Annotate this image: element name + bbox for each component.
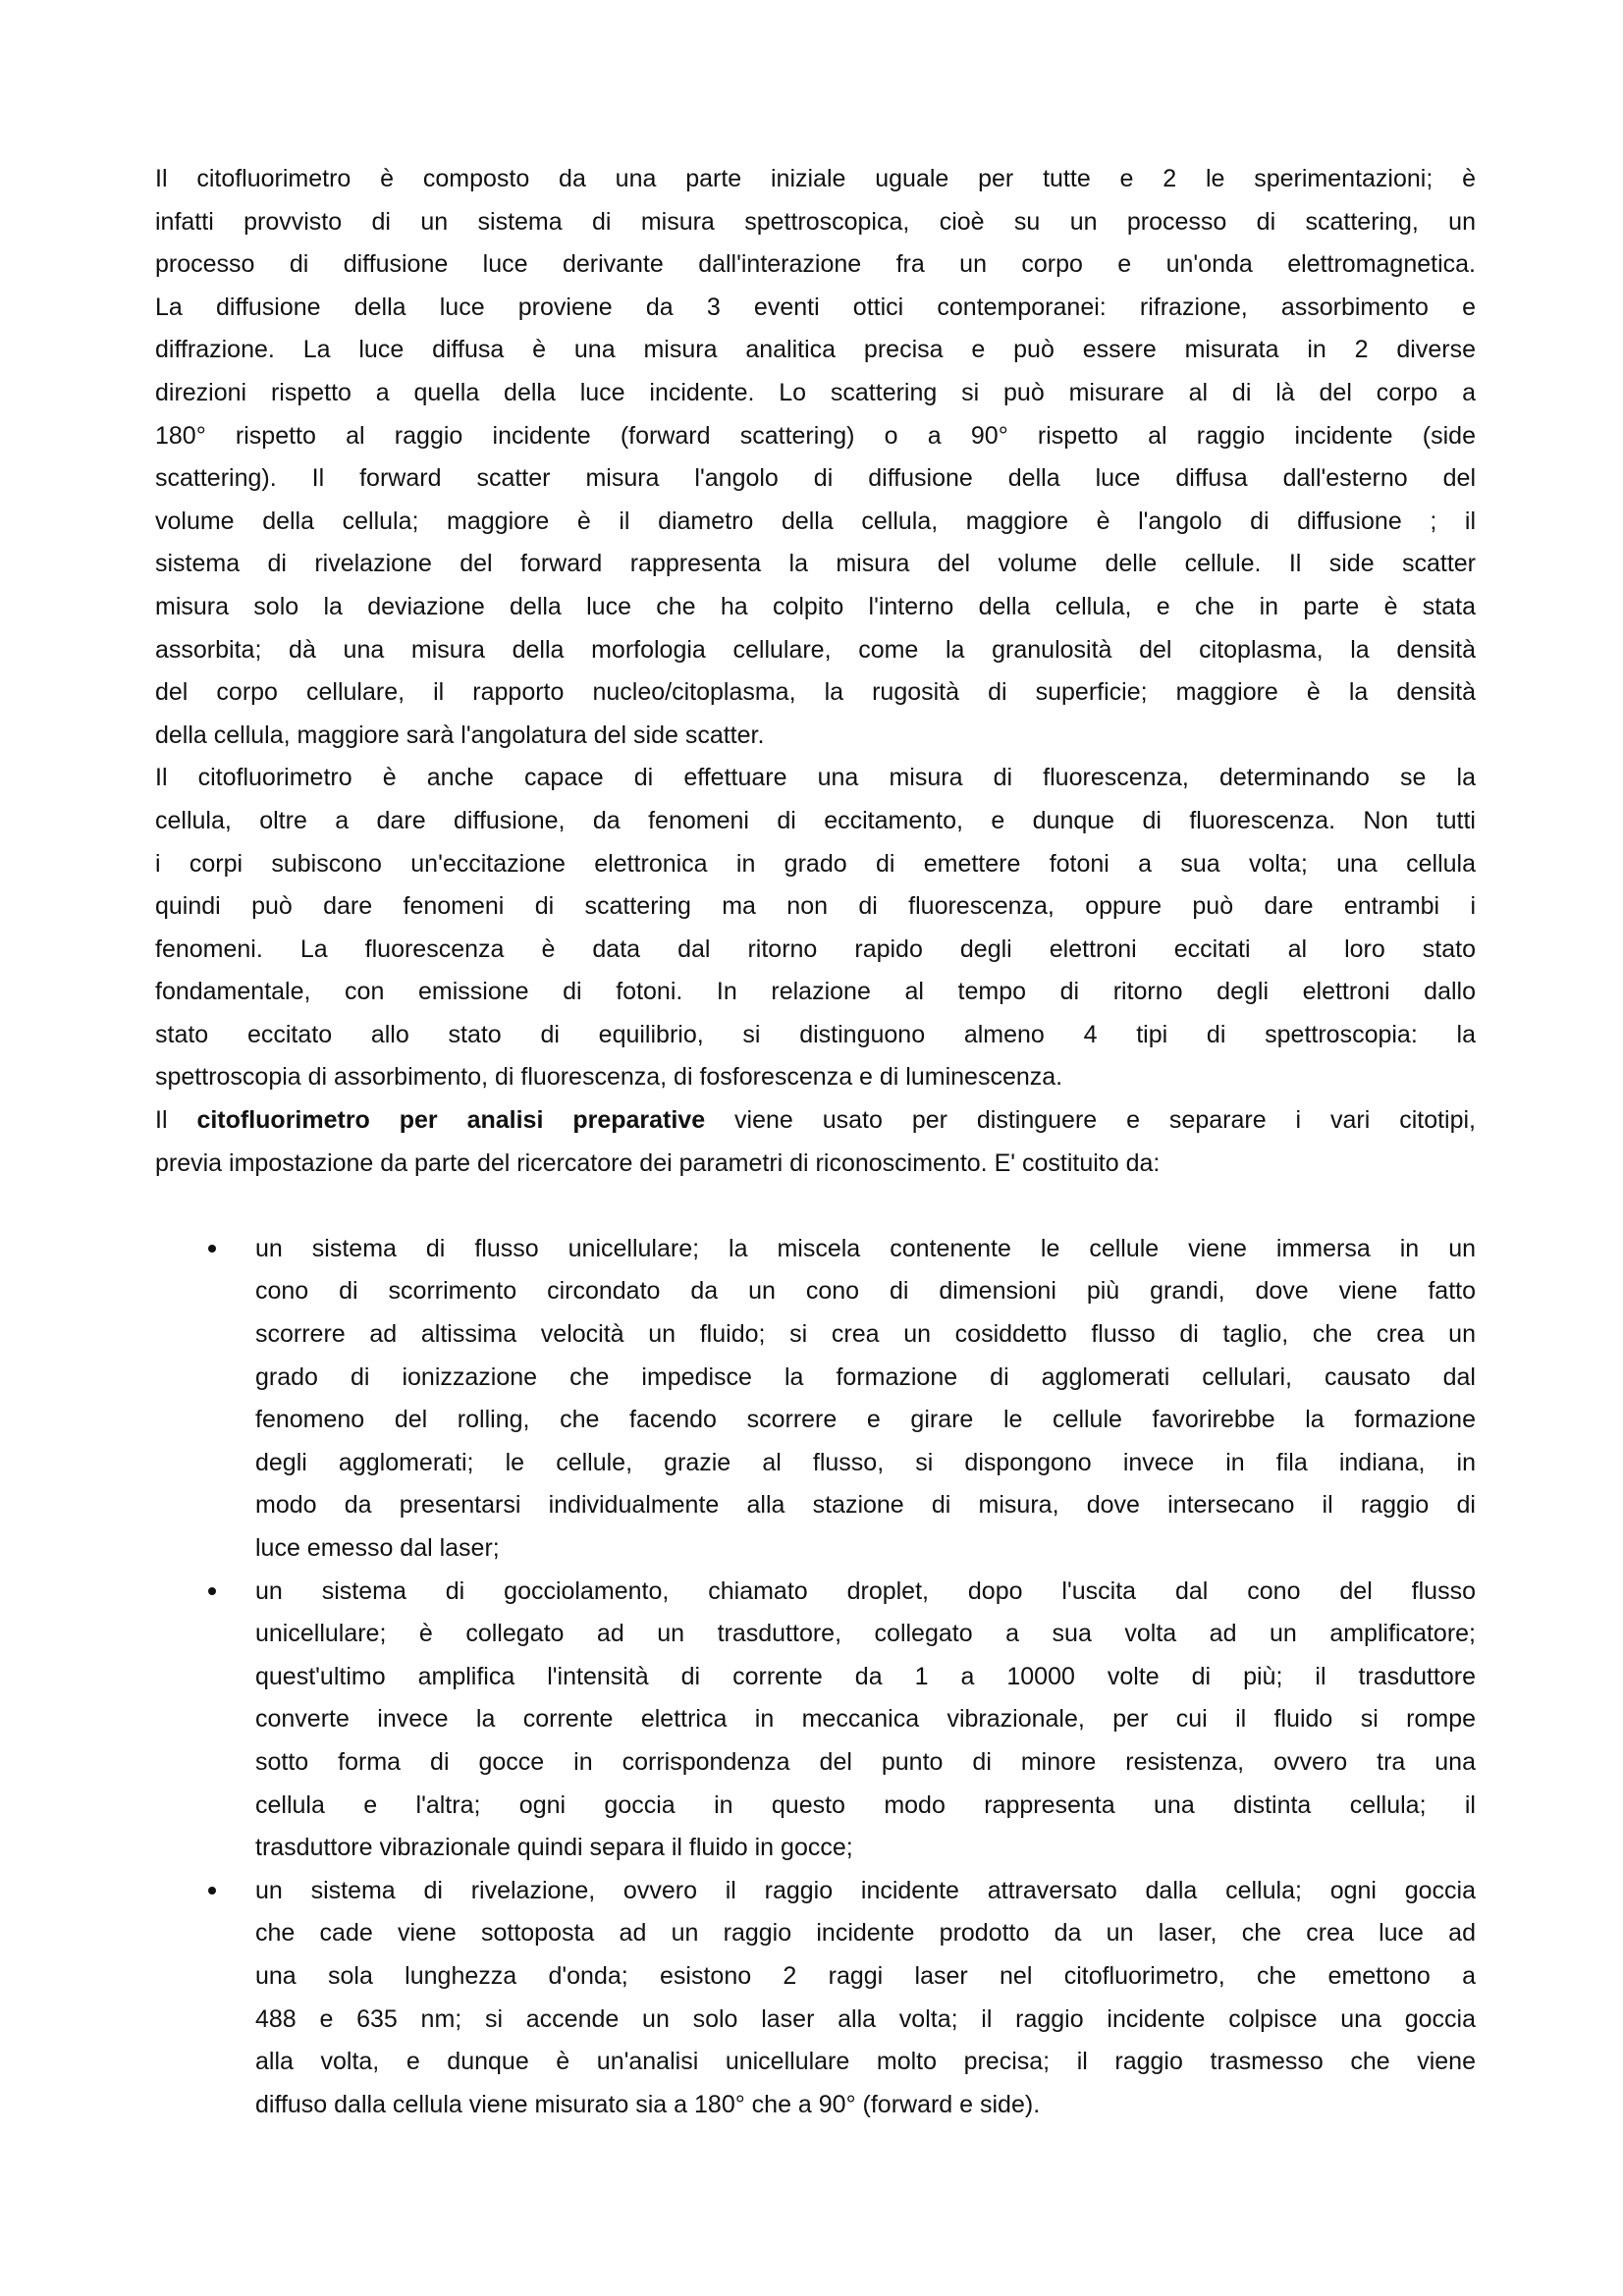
text-line: alla volta, e dunque è un'analisi unicellulare molto precisa; il raggio trasmesso che viene: [255, 2048, 1476, 2076]
paragraph: [155, 757, 1476, 1099]
intro-bold-term: citofluorimetro per analisi preparative: [196, 1106, 706, 1135]
text-line: che cade viene sottoposta ad un raggio incidente prodotto da un laser, che crea luce ad: [255, 1919, 1476, 1948]
text-line: diffuso dalla cellula viene misurato sia a 180° che a 90° (forward e side).: [255, 2090, 1041, 2118]
text-line: 180° rispetto al raggio incidente (forward scattering) o a 90° rispetto al raggio incidente (side: [155, 421, 1476, 450]
text-line: [155, 1099, 1476, 1143]
text-line: stato eccitato allo stato di equilibrio, si distinguono almeno 4 tipi di spettroscopia: la: [155, 1020, 1476, 1048]
text-line: quindi può dare fenomeni di scattering ma non di fluorescenza, oppure può dare entrambi i: [155, 892, 1476, 921]
text-line: trasduttore vibrazionale quindi separa il fluido in gocce;: [255, 1834, 853, 1862]
text-line: cono di scorrimento circondato da un cono di dimensioni più grandi, dove viene fatto: [255, 1277, 1476, 1306]
text-line: Il citofluorimetro è anche capace di effettuare una misura di fluorescenza, determinando se la: [155, 764, 1476, 792]
document-page: [155, 158, 1476, 2126]
text-line: fenomeno del rolling, che facendo scorrere e girare le cellule favorirebbe la formazione: [255, 1406, 1476, 1434]
text-line: diffrazione. La luce diffusa è una misura analitica precisa e può essere misurata in 2 diverse: [155, 336, 1476, 364]
text-line: scattering). Il forward scatter misura l'angolo di diffusione della luce diffusa dall'esterno del: [155, 464, 1476, 493]
text-line: direzioni rispetto a quella della luce incidente. Lo scattering si può misurare al di là del corpo a: [155, 378, 1476, 406]
text-line: un sistema di flusso unicellulare; la miscela contenente le cellule viene immersa in un: [255, 1234, 1476, 1262]
text-line: 488 e 635 nm; si accende un solo laser alla volta; il raggio incidente colpisce una goccia: [255, 2004, 1476, 2033]
text-line: volume della cellula; maggiore è il diametro della cellula, maggiore è l'angolo di diffusione ; il: [155, 507, 1476, 535]
intro-suffix: viene usato per distinguere e separare i vari citotipi,: [705, 1106, 1477, 1135]
intro-prefix: Il: [155, 1106, 197, 1135]
intro-paragraph: [155, 1099, 1476, 1185]
bullet-icon: [208, 1887, 216, 1895]
text-line: sotto forma di gocce in corrispondenza del punto di minore resistenza, ovvero tra una: [255, 1747, 1476, 1776]
text-line: una sola lunghezza d'onda; esistono 2 raggi laser nel citofluorimetro, che emettono a: [255, 1961, 1476, 1990]
text-line: cellula, oltre a dare diffusione, da fenomeni di eccitamento, e dunque di fluorescenza. Non tutti: [155, 806, 1476, 834]
text-line: fondamentale, con emissione di fotoni. In relazione al tempo di ritorno degli elettroni dallo: [155, 978, 1476, 1006]
text-line: i corpi subiscono un'eccitazione elettronica in grado di emettere fotoni a sua volta; una cellula: [155, 849, 1476, 878]
list-item: [155, 1228, 1476, 1571]
text-line: Il citofluorimetro è composto da una parte iniziale uguale per tutte e 2 le sperimentazioni; è: [155, 165, 1476, 192]
text-line: sistema di rivelazione del forward rappresenta la misura del volume delle cellule. Il side scatter: [155, 550, 1476, 578]
text-line: un sistema di rivelazione, ovvero il raggio incidente attraversato dalla cellula; ogni goccia: [255, 1876, 1476, 1904]
list-item: [155, 1870, 1476, 2127]
text-line: luce emesso dal laser;: [255, 1534, 500, 1562]
blank-line: [155, 1185, 1476, 1228]
text-line: unicellulare; è collegato ad un trasduttore, collegato a sua volta ad un amplificatore;: [255, 1620, 1476, 1648]
text-line: converte invece la corrente elettrica in meccanica vibrazionale, per cui il fluido si rompe: [255, 1705, 1476, 1734]
text-line: spettroscopia di assorbimento, di fluorescenza, di fosforescenza e di luminescenza.: [155, 1063, 1063, 1092]
text-line: assorbita; dà una misura della morfologia cellulare, come la granulosità del citoplasma, la densità: [155, 635, 1476, 664]
text-line: scorrere ad altissima velocità un fluido; si crea un cosiddetto flusso di taglio, che crea un: [255, 1320, 1476, 1349]
text-line: misura solo la deviazione della luce che ha colpito l'interno della cellula, e che in parte è stata: [155, 592, 1476, 620]
text-line: degli agglomerati; le cellule, grazie al flusso, si dispongono invece in fila indiana, in: [255, 1448, 1476, 1476]
text-line: quest'ultimo amplifica l'intensità di corrente da 1 a 10000 volte di più; il trasduttore: [255, 1662, 1476, 1690]
bullet-icon: [208, 1587, 216, 1595]
text-line: un sistema di gocciolamento, chiamato droplet, dopo l'uscita dal cono del flusso: [255, 1576, 1476, 1605]
paragraph: [155, 158, 1476, 757]
list-item: [155, 1571, 1476, 1870]
bullet-icon: [208, 1245, 216, 1253]
bullet-list: [155, 1228, 1476, 2126]
text-line: infatti provvisto di un sistema di misura spettroscopica, cioè su un processo di scattering, un: [155, 207, 1476, 236]
text-line: grado di ionizzazione che impedisce la formazione di agglomerati cellulari, causato dal: [255, 1362, 1476, 1391]
text-line: previa impostazione da parte del ricercatore dei parametri di riconoscimento. E' costituito da:: [155, 1148, 1161, 1177]
text-line: cellula e l'altra; ogni goccia in questo modo rappresenta una distinta cellula; il: [255, 1790, 1476, 1819]
text-line: della cellula, maggiore sarà l'angolatura del side scatter.: [155, 721, 765, 749]
text-line: del corpo cellulare, il rapporto nucleo/citoplasma, la rugosità di superficie; maggiore è la densità: [155, 678, 1476, 707]
text-line: La diffusione della luce proviene da 3 eventi ottici contemporanei: rifrazione, assorbimento e: [155, 293, 1476, 321]
text-line: fenomeni. La fluorescenza è data dal ritorno rapido degli elettroni eccitati al loro stato: [155, 934, 1476, 963]
text-line: processo di diffusione luce derivante dall'interazione fra un corpo e un'onda elettromagnetica.: [155, 250, 1476, 279]
text-line: modo da presentarsi individualmente alla stazione di misura, dove intersecano il raggio di: [255, 1491, 1476, 1520]
